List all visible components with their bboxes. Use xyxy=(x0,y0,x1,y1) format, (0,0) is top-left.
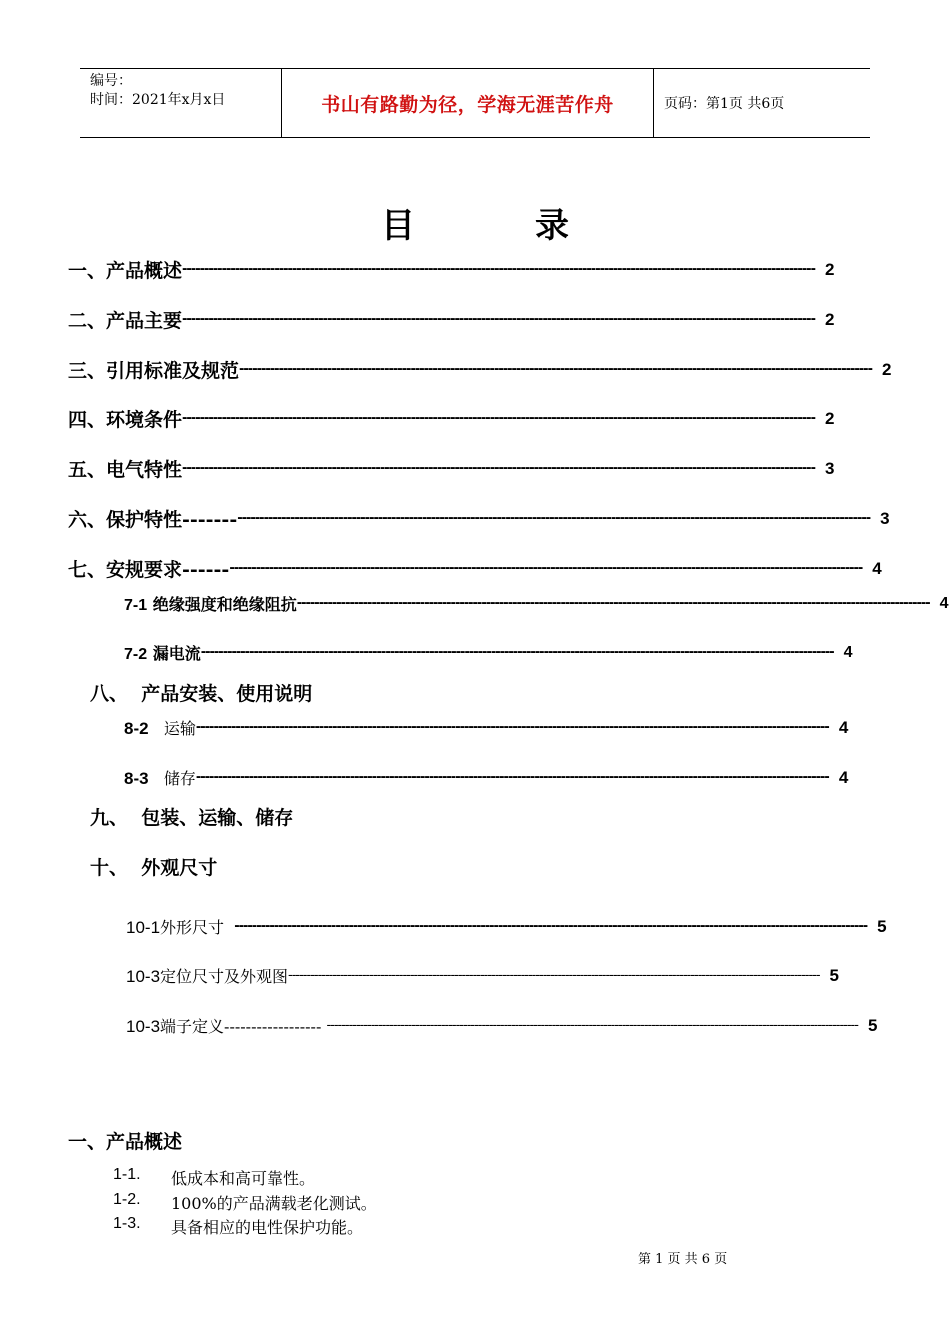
toc-page-number: 5 xyxy=(867,1015,878,1035)
toc-entry[interactable] xyxy=(68,356,892,383)
toc-page-number: 2 xyxy=(824,309,835,329)
toc-label: 一、产品概述 xyxy=(68,260,183,282)
toc-label: 10-3定位尺寸及外观图 xyxy=(126,967,289,986)
toc-label: 六、保护特性------- xyxy=(68,509,238,531)
motto-text: 书山有路勤为径，学海无涯苦作舟 xyxy=(321,93,614,116)
toc-leader: ------------------------------------------------------------------------------------------------------------------------------------------------ xyxy=(195,770,829,785)
toc-label: 10-1外形尺寸 xyxy=(126,918,235,937)
toc-leader: ------------------------------------------------------------------------------------------------------------------------------------------------ xyxy=(182,312,815,327)
header-meta-cell xyxy=(80,69,282,137)
toc-entry[interactable] xyxy=(68,405,835,432)
toc-entry[interactable] xyxy=(124,592,949,615)
toc-entry[interactable] xyxy=(124,641,853,664)
feature-item xyxy=(113,1191,377,1214)
toc-entry[interactable] xyxy=(126,964,840,987)
toc-label: 7-2 漏电流 xyxy=(124,644,201,663)
toc-leader: ------------------------------------------------------------------------------------------------------------------------------------------------ xyxy=(229,561,863,576)
toc-entry[interactable] xyxy=(68,555,882,582)
page-info: 页码：第1页 共6页 xyxy=(664,96,785,112)
feature-text: 低成本和高可靠性。 xyxy=(171,1169,316,1188)
toc-entry[interactable] xyxy=(90,803,490,830)
toc-label: 8-2 运输 xyxy=(124,719,196,738)
time-label: 时间：2021年x月x日 xyxy=(90,92,226,108)
serial-label: 编号： xyxy=(90,73,132,89)
toc-entry[interactable] xyxy=(126,1014,878,1037)
toc-page-number: 3 xyxy=(880,508,890,528)
toc-label: 10-3端子定义------------------ xyxy=(126,1017,327,1036)
toc-entry[interactable] xyxy=(124,766,849,789)
feature-text: 具备相应的电性保护功能。 xyxy=(171,1218,364,1237)
toc-label: 四、环境条件 xyxy=(68,409,183,431)
toc-entry[interactable] xyxy=(126,915,887,938)
toc-page-number: 4 xyxy=(838,717,849,737)
toc-entry[interactable] xyxy=(124,716,849,739)
toc-label: 8-3 储存 xyxy=(124,769,196,788)
toc-label: 十、 外观尺寸 xyxy=(90,857,218,879)
toc-entry[interactable] xyxy=(90,679,490,706)
header-page-cell xyxy=(654,69,870,137)
toc-page-number: 5 xyxy=(877,916,887,936)
toc-label: 五、电气特性 xyxy=(68,459,183,481)
toc-entry[interactable] xyxy=(68,256,835,283)
feature-number: 1-3. xyxy=(113,1215,141,1232)
toc-label: 九、 包装、运输、储存 xyxy=(90,807,294,829)
header-motto-cell xyxy=(282,69,654,137)
toc-leader: ------------------------------------------------------------------------------------------------------------------------------------------------ xyxy=(182,262,815,277)
page-footer: 第 1 页 共 6 页 xyxy=(638,1252,728,1267)
toc-leader: ------------------------------------------------------------------------------------------------------------------------------------------------ xyxy=(234,919,868,934)
feature-item xyxy=(113,1166,315,1189)
toc-label: 7-1 绝缘强度和绝缘阻抗 xyxy=(124,595,297,614)
toc-page-number: 3 xyxy=(824,458,835,478)
toc-leader: ------------------------------------------------------------------------------------------------------------------------------------------------ xyxy=(195,720,829,735)
feature-number: 1-1. xyxy=(113,1166,141,1183)
toc-entry[interactable] xyxy=(90,853,490,880)
toc-page-number: 4 xyxy=(872,558,882,578)
toc-title: 目录 xyxy=(381,206,689,246)
toc-label: 二、产品主要 xyxy=(68,310,183,332)
page-header xyxy=(80,68,870,138)
toc-page-number: 2 xyxy=(881,359,892,379)
toc-leader: ------------------------------------------------------------------------------------------------------------------------------------------------ xyxy=(326,1018,858,1033)
toc-leader: ------------------------------------------------------------------------------------------------------------------------------------------------ xyxy=(182,411,815,426)
toc-label: 八、 产品安装、使用说明 xyxy=(90,683,313,705)
toc-leader: ------------------------------------------------------------------------------------------------------------------------------------------------ xyxy=(239,362,872,377)
toc-leader: ------------------------------------------------------------------------------------------------------------------------------------------------ xyxy=(182,461,815,476)
toc-entry[interactable] xyxy=(68,306,835,333)
toc-page-number: 4 xyxy=(843,643,853,661)
toc-leader: ------------------------------------------------------------------------------------------------------------------------------------------------ xyxy=(296,596,930,611)
toc-leader: ------------------------------------------------------------------------------------------------------------------------------------------------ xyxy=(200,645,834,660)
toc-label: 七、安规要求------ xyxy=(68,559,230,581)
toc-page-number: 4 xyxy=(838,767,849,787)
toc-label: 三、引用标准及规范 xyxy=(68,360,240,382)
section-heading: 一、产品概述 xyxy=(68,1131,183,1153)
feature-text: 100%的产品满载老化测试。 xyxy=(171,1194,377,1213)
toc-page-number: 4 xyxy=(939,594,949,612)
feature-number: 1-2. xyxy=(113,1191,141,1208)
toc-page-number: 5 xyxy=(829,965,840,985)
toc-page-number: 2 xyxy=(824,408,835,428)
toc-entry[interactable] xyxy=(68,455,835,482)
toc-entry[interactable] xyxy=(68,505,890,532)
toc-leader: ------------------------------------------------------------------------------------------------------------------------------------------------ xyxy=(288,968,820,983)
toc-page-number: 2 xyxy=(824,259,835,279)
toc-leader: ------------------------------------------------------------------------------------------------------------------------------------------------ xyxy=(237,511,871,526)
feature-item xyxy=(113,1215,363,1238)
